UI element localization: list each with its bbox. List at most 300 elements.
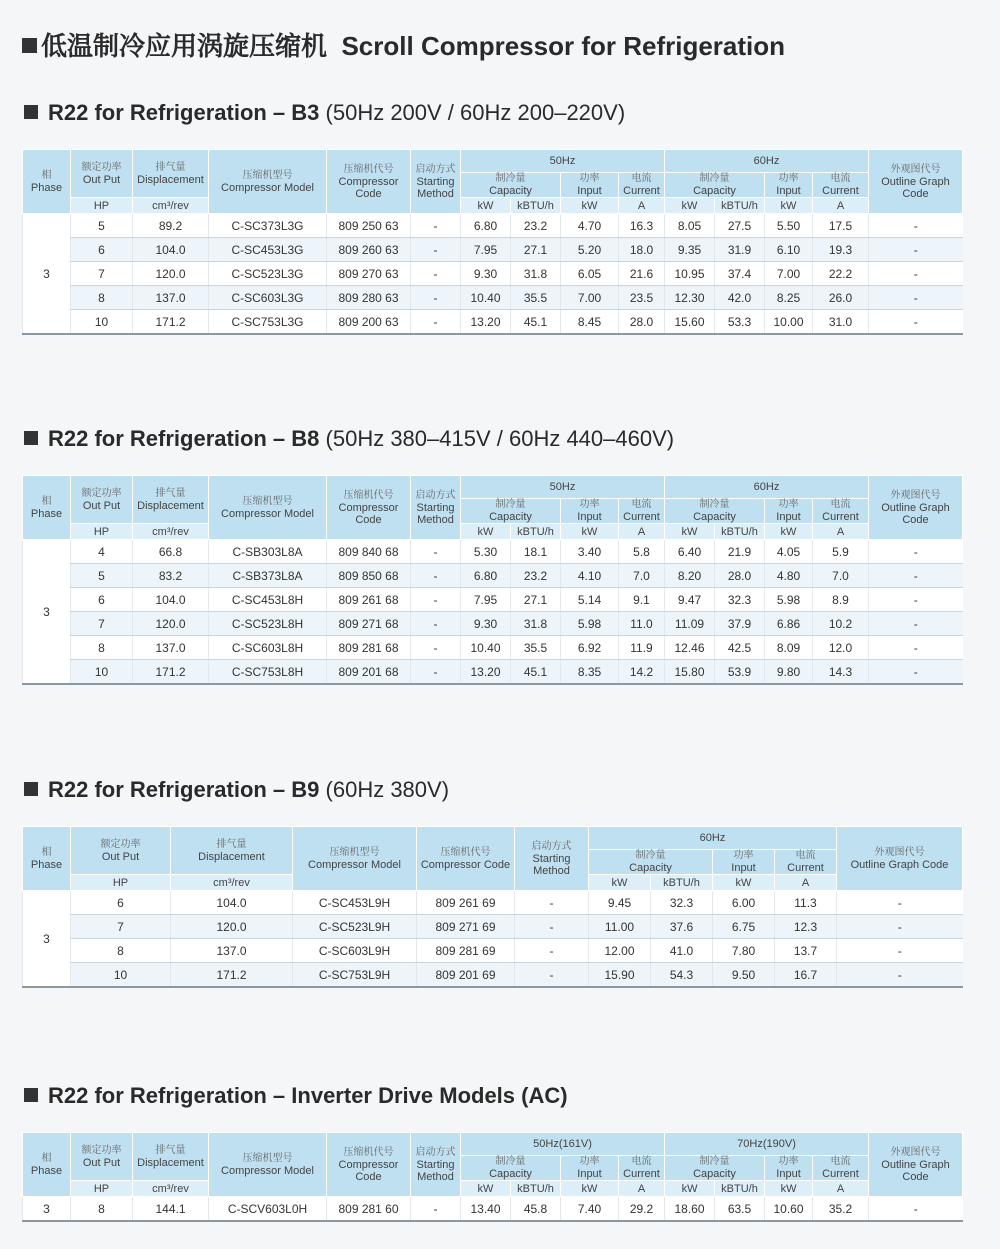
displacement-header-zh: 排气量 — [216, 838, 247, 850]
code-header-en: Compressor Code — [338, 1158, 399, 1183]
section-voltage: (50Hz 380–415V / 60Hz 440–460V) — [319, 426, 675, 451]
table-cell: 12.00 — [589, 939, 651, 963]
table-cell: 809 260 63 — [327, 238, 411, 262]
table-cell: - — [515, 891, 589, 915]
displacement-header-en: Displacement — [198, 850, 265, 863]
table-cell: - — [869, 310, 963, 335]
table-cell: 7.0 — [619, 564, 665, 588]
unit-kw: kW — [765, 1181, 813, 1197]
section-name: R22 for Refrigeration – B9 — [48, 777, 320, 802]
table-cell: - — [411, 612, 461, 636]
unit-hp: HP — [71, 875, 171, 891]
table-cell: 171.2 — [171, 963, 293, 988]
capacity-header-en: Capacity — [693, 511, 736, 523]
input-header-en: Input — [577, 185, 602, 197]
table-row — [23, 636, 963, 660]
capacity-header-en: Capacity — [489, 185, 532, 197]
capacity-header-en: Capacity — [693, 185, 736, 197]
unit-kw: kW — [461, 1181, 511, 1197]
output-header — [71, 1133, 133, 1181]
input-header-zh: 功率 — [778, 1156, 799, 1167]
section-name: R22 for Refrigeration – B3 — [48, 100, 320, 125]
table-cell: 8 — [71, 286, 133, 310]
table-cell: 8.25 — [765, 286, 813, 310]
frequency-header: 60Hz — [589, 827, 837, 850]
table-cell: - — [515, 915, 589, 939]
outline-header — [837, 827, 963, 891]
table-cell: 27.1 — [511, 238, 561, 262]
table-cell: 8.20 — [665, 564, 715, 588]
unit-kbtu: kBTU/h — [715, 1181, 765, 1197]
input-header — [765, 173, 813, 198]
phase-header-en: Phase — [30, 181, 63, 194]
outline-header-zh: 外观图代号 — [890, 1146, 941, 1158]
table-cell: 13.20 — [461, 310, 511, 335]
current-header — [813, 173, 869, 198]
section-voltage: (50Hz 200V / 60Hz 200–220V) — [319, 100, 626, 125]
frequency-header: 50Hz — [461, 150, 665, 173]
current-header-zh: 电流 — [830, 1156, 851, 1167]
unit-kw: kW — [561, 1181, 619, 1197]
table-cell: 104.0 — [133, 588, 209, 612]
current-header-zh: 电流 — [631, 1156, 652, 1167]
table-cell: 6.92 — [561, 636, 619, 660]
input-header-zh: 功率 — [778, 173, 799, 184]
capacity-header — [665, 173, 765, 198]
displacement-header — [133, 476, 209, 524]
table-cell: 10.2 — [813, 612, 869, 636]
unit-displacement: cm³/rev — [133, 1181, 209, 1197]
table-cell: 31.9 — [715, 238, 765, 262]
table-cell: 35.2 — [813, 1197, 869, 1222]
current-header-en: Current — [623, 511, 660, 523]
model-header-en: Compressor Model — [221, 1164, 314, 1177]
table-cell: - — [869, 238, 963, 262]
input-header — [561, 499, 619, 524]
capacity-header-zh: 制冷量 — [699, 499, 730, 510]
section-title — [24, 1083, 568, 1109]
table-cell: 9.1 — [619, 588, 665, 612]
table-cell: 63.5 — [715, 1197, 765, 1222]
table-cell: 9.35 — [665, 238, 715, 262]
table-cell: 10.00 — [765, 310, 813, 335]
table-cell: 3.40 — [561, 540, 619, 564]
table-cell: 809 250 63 — [327, 214, 411, 238]
table-cell: 6 — [71, 238, 133, 262]
table-row — [23, 915, 963, 939]
unit-kw: kW — [589, 875, 651, 891]
table-cell: 11.09 — [665, 612, 715, 636]
starting-method-header-zh: 启动方式 — [415, 489, 456, 501]
table-cell: 32.3 — [715, 588, 765, 612]
table-cell: 23.2 — [511, 214, 561, 238]
input-header — [561, 1156, 619, 1181]
table-cell: 137.0 — [171, 939, 293, 963]
table-cell: 7.80 — [713, 939, 775, 963]
output-header-en: Out Put — [82, 499, 121, 512]
table-cell: - — [411, 286, 461, 310]
unit-displacement: cm³/rev — [171, 875, 293, 891]
table-cell: C-SC753L8H — [209, 660, 327, 685]
capacity-header — [665, 499, 765, 524]
table-cell: 12.46 — [665, 636, 715, 660]
table-row — [23, 612, 963, 636]
table-cell: 8 — [71, 939, 171, 963]
capacity-header-en: Capacity — [693, 1168, 736, 1180]
table-row — [23, 588, 963, 612]
code-header-zh: 压缩机代号 — [440, 846, 491, 858]
table-cell: 171.2 — [133, 310, 209, 335]
section-bullet-icon — [24, 431, 38, 445]
table-cell: 809 271 68 — [327, 612, 411, 636]
capacity-header — [589, 850, 713, 875]
model-header-zh: 压缩机型号 — [329, 846, 380, 858]
table-cell: 10 — [71, 660, 133, 685]
code-header-en: Compressor Code — [420, 858, 511, 871]
table-cell: 809 281 60 — [327, 1197, 411, 1222]
table-cell: 12.3 — [775, 915, 837, 939]
table-cell: 5.20 — [561, 238, 619, 262]
table-cell: 13.20 — [461, 660, 511, 685]
input-header — [765, 499, 813, 524]
model-header — [293, 827, 417, 891]
starting-method-header — [515, 827, 589, 891]
table-cell: 120.0 — [171, 915, 293, 939]
current-header — [619, 499, 665, 524]
input-header-en: Input — [577, 1168, 602, 1180]
table-cell: - — [869, 262, 963, 286]
current-header-en: Current — [822, 185, 859, 197]
table-cell: 18.60 — [665, 1197, 715, 1222]
code-header — [327, 476, 411, 540]
table-cell: 17.5 — [813, 214, 869, 238]
table-cell: - — [869, 540, 963, 564]
capacity-header-zh: 制冷量 — [699, 173, 730, 184]
displacement-header-en: Displacement — [137, 1156, 204, 1169]
table-cell: 7.00 — [765, 262, 813, 286]
code-header-zh: 压缩机代号 — [343, 1146, 394, 1158]
outline-header-en: Outline Graph Code — [850, 858, 949, 871]
table-cell: 41.0 — [651, 939, 713, 963]
table-cell: 104.0 — [133, 238, 209, 262]
table-cell: - — [515, 939, 589, 963]
table-cell: 6.00 — [713, 891, 775, 915]
table-cell: C-SC453L8H — [209, 588, 327, 612]
input-header-zh: 功率 — [733, 850, 754, 861]
capacity-header-zh: 制冷量 — [495, 1156, 526, 1167]
unit-amp: A — [619, 1181, 665, 1197]
current-header-zh: 电流 — [631, 499, 652, 510]
table-row — [23, 564, 963, 588]
capacity-header-zh: 制冷量 — [699, 1156, 730, 1167]
phase-header — [23, 1133, 71, 1197]
current-header-en: Current — [787, 862, 824, 874]
current-header-en: Current — [623, 1168, 660, 1180]
output-header — [71, 827, 171, 875]
spec-table — [22, 475, 963, 685]
table-cell: 45.1 — [511, 310, 561, 335]
spec-table — [22, 1132, 963, 1222]
table-cell: - — [411, 238, 461, 262]
capacity-header — [461, 499, 561, 524]
displacement-header — [133, 1133, 209, 1181]
table-cell: 5.8 — [619, 540, 665, 564]
input-header-zh: 功率 — [579, 1156, 600, 1167]
model-header-en: Compressor Model — [221, 507, 314, 520]
unit-kbtu: kBTU/h — [715, 198, 765, 214]
table-cell: - — [869, 286, 963, 310]
table-cell: - — [411, 636, 461, 660]
table-cell: 9.80 — [765, 660, 813, 685]
table-cell: - — [837, 963, 963, 988]
table-cell: - — [411, 588, 461, 612]
table-cell: 13.7 — [775, 939, 837, 963]
table-cell: - — [411, 660, 461, 685]
current-header — [813, 499, 869, 524]
table-cell: 171.2 — [133, 660, 209, 685]
table-cell: 32.3 — [651, 891, 713, 915]
unit-kw: kW — [561, 198, 619, 214]
current-header-zh: 电流 — [795, 850, 816, 861]
table-cell: 809 200 63 — [327, 310, 411, 335]
table-cell: 6.86 — [765, 612, 813, 636]
table-cell: 26.0 — [813, 286, 869, 310]
table-cell: - — [869, 564, 963, 588]
table-cell: 11.0 — [619, 612, 665, 636]
table-cell: 4.80 — [765, 564, 813, 588]
section-title — [24, 426, 674, 452]
table-row — [23, 262, 963, 286]
input-header-en: Input — [577, 511, 602, 523]
output-header — [71, 150, 133, 198]
table-cell: 10.40 — [461, 636, 511, 660]
table-cell: 11.00 — [589, 915, 651, 939]
spec-table — [22, 826, 963, 988]
output-header — [71, 476, 133, 524]
table-cell: 8 — [71, 636, 133, 660]
table-cell: - — [411, 262, 461, 286]
current-header-en: Current — [822, 511, 859, 523]
table-cell: 12.30 — [665, 286, 715, 310]
table-cell: 83.2 — [133, 564, 209, 588]
phase-cell: 3 — [23, 891, 71, 988]
table-cell: - — [869, 1197, 963, 1222]
table-cell: 7.95 — [461, 588, 511, 612]
table-cell: 21.9 — [715, 540, 765, 564]
table-cell: 31.0 — [813, 310, 869, 335]
current-header-zh: 电流 — [830, 173, 851, 184]
table-cell: 28.0 — [715, 564, 765, 588]
table-cell: 4.05 — [765, 540, 813, 564]
outline-header — [869, 476, 963, 540]
table-cell: 6.80 — [461, 564, 511, 588]
section-title — [24, 777, 449, 803]
current-header-zh: 电流 — [830, 499, 851, 510]
displacement-header-en: Displacement — [137, 499, 204, 512]
displacement-header — [171, 827, 293, 875]
table-cell: - — [837, 915, 963, 939]
table-cell: 5.50 — [765, 214, 813, 238]
title-en: Scroll Compressor for Refrigeration — [341, 31, 786, 61]
code-header — [327, 1133, 411, 1197]
table-cell: C-SC603L8H — [209, 636, 327, 660]
title-bullet-icon — [22, 38, 37, 53]
outline-header-en: Outline Graph Code — [881, 1158, 950, 1183]
current-header — [813, 1156, 869, 1181]
table-cell: 45.8 — [511, 1197, 561, 1222]
table-cell: 42.5 — [715, 636, 765, 660]
table-cell: 14.3 — [813, 660, 869, 685]
capacity-header-en: Capacity — [629, 862, 672, 874]
code-header-zh: 压缩机代号 — [343, 163, 394, 175]
table-cell: 11.9 — [619, 636, 665, 660]
model-header-en: Compressor Model — [308, 858, 401, 871]
phase-cell: 3 — [23, 540, 71, 685]
table-cell: 42.0 — [715, 286, 765, 310]
displacement-header-zh: 排气量 — [155, 1144, 186, 1156]
input-header — [561, 173, 619, 198]
unit-displacement: cm³/rev — [133, 524, 209, 540]
table-cell: 10.95 — [665, 262, 715, 286]
table-cell: 9.30 — [461, 612, 511, 636]
table-cell: 5 — [71, 214, 133, 238]
unit-kbtu: kBTU/h — [715, 524, 765, 540]
capacity-header-zh: 制冷量 — [635, 850, 666, 861]
displacement-header-en: Displacement — [137, 173, 204, 186]
unit-kw: kW — [665, 524, 715, 540]
unit-amp: A — [619, 198, 665, 214]
table-cell: - — [869, 636, 963, 660]
table-cell: 66.8 — [133, 540, 209, 564]
outline-header — [869, 1133, 963, 1197]
table-cell: C-SC753L3G — [209, 310, 327, 335]
phase-header-en: Phase — [30, 1164, 63, 1177]
table-cell: 6.75 — [713, 915, 775, 939]
table-cell: 45.1 — [511, 660, 561, 685]
starting-method-header — [411, 1133, 461, 1197]
frequency-header: 50Hz(161V) — [461, 1133, 665, 1156]
section-bullet-icon — [24, 782, 38, 796]
page-title — [22, 26, 785, 63]
unit-hp: HP — [71, 198, 133, 214]
displacement-header-zh: 排气量 — [155, 487, 186, 499]
phase-header-zh: 相 — [41, 495, 52, 507]
table-cell: C-SB303L8A — [209, 540, 327, 564]
table-cell: 8.05 — [665, 214, 715, 238]
model-header-zh: 压缩机型号 — [242, 1152, 293, 1164]
table-cell: 27.5 — [715, 214, 765, 238]
unit-kw: kW — [561, 524, 619, 540]
table-cell: - — [837, 939, 963, 963]
table-cell: 809 281 69 — [417, 939, 515, 963]
output-header-en: Out Put — [82, 173, 121, 186]
starting-method-header-en: Starting Method — [416, 1158, 455, 1183]
table-cell: 809 281 68 — [327, 636, 411, 660]
table-cell: 31.8 — [511, 612, 561, 636]
model-header — [209, 150, 327, 214]
input-header — [765, 1156, 813, 1181]
table-cell: 5.9 — [813, 540, 869, 564]
table-cell: 6.40 — [665, 540, 715, 564]
table-row — [23, 214, 963, 238]
phase-header — [23, 476, 71, 540]
unit-kw: kW — [665, 1181, 715, 1197]
frequency-header: 70Hz(190V) — [665, 1133, 869, 1156]
table-cell: 6 — [71, 891, 171, 915]
table-cell: 37.4 — [715, 262, 765, 286]
code-header — [327, 150, 411, 214]
table-cell: 7.95 — [461, 238, 511, 262]
input-header — [713, 850, 775, 875]
table-cell: 104.0 — [171, 891, 293, 915]
outline-header-en: Outline Graph Code — [881, 175, 950, 200]
table-cell: 809 840 68 — [327, 540, 411, 564]
table-row — [23, 660, 963, 685]
table-cell: - — [411, 310, 461, 335]
table-cell: C-SC603L3G — [209, 286, 327, 310]
table-cell: C-SC373L3G — [209, 214, 327, 238]
table-cell: 31.8 — [511, 262, 561, 286]
table-cell: 12.0 — [813, 636, 869, 660]
table-cell: 35.5 — [511, 286, 561, 310]
current-header — [619, 1156, 665, 1181]
unit-kw: kW — [461, 198, 511, 214]
table-cell: 10.40 — [461, 286, 511, 310]
frequency-header: 50Hz — [461, 476, 665, 499]
unit-kw: kW — [765, 198, 813, 214]
starting-method-header-zh: 启动方式 — [415, 1146, 456, 1158]
outline-header-zh: 外观图代号 — [874, 846, 925, 858]
table-cell: 809 270 63 — [327, 262, 411, 286]
input-header-zh: 功率 — [579, 499, 600, 510]
table-cell: 6.10 — [765, 238, 813, 262]
unit-amp: A — [813, 1181, 869, 1197]
table-row — [23, 1197, 963, 1222]
table-cell: 144.1 — [133, 1197, 209, 1222]
table-cell: 18.1 — [511, 540, 561, 564]
input-header-en: Input — [776, 1168, 801, 1180]
unit-kbtu: kBTU/h — [651, 875, 713, 891]
table-cell: 809 850 68 — [327, 564, 411, 588]
table-cell: 10 — [71, 963, 171, 988]
section-bullet-icon — [24, 1088, 38, 1102]
displacement-header-zh: 排气量 — [155, 161, 186, 173]
table-cell: C-SC523L8H — [209, 612, 327, 636]
unit-amp: A — [813, 524, 869, 540]
table-row — [23, 238, 963, 262]
capacity-header-zh: 制冷量 — [495, 499, 526, 510]
current-header — [619, 173, 665, 198]
unit-kw: kW — [765, 524, 813, 540]
table-cell: 6.05 — [561, 262, 619, 286]
table-cell: C-SC453L9H — [293, 891, 417, 915]
table-cell: 7 — [71, 915, 171, 939]
input-header-zh: 功率 — [579, 173, 600, 184]
table-cell: 19.3 — [813, 238, 869, 262]
model-header-en: Compressor Model — [221, 181, 314, 194]
code-header-en: Compressor Code — [338, 501, 399, 526]
phase-header — [23, 150, 71, 214]
unit-kbtu: kBTU/h — [511, 1181, 561, 1197]
starting-method-header — [411, 476, 461, 540]
input-header-en: Input — [776, 185, 801, 197]
capacity-header-zh: 制冷量 — [495, 173, 526, 184]
table-cell: 22.2 — [813, 262, 869, 286]
table-cell: 8.35 — [561, 660, 619, 685]
table-row — [23, 963, 963, 988]
code-header-en: Compressor Code — [338, 175, 399, 200]
starting-method-header-zh: 启动方式 — [415, 163, 456, 175]
